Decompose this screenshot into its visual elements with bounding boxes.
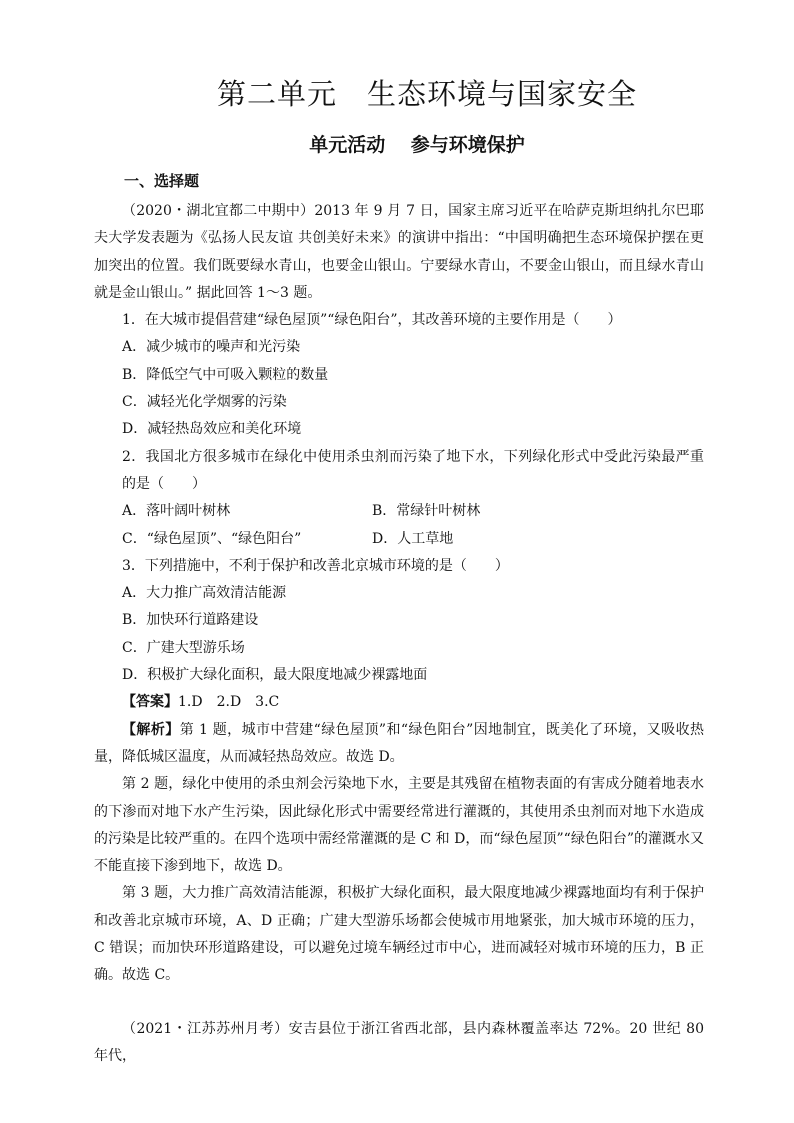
question-3-option-a: A．大力推广高效清洁能源 <box>122 585 287 602</box>
question-2-option-d: D．人工草地 <box>372 530 454 547</box>
section-heading: 一、选择题 <box>124 172 200 190</box>
question-2-option-a: A．落叶阔叶树林 <box>122 503 231 520</box>
question-1-option-a: A．减少城市的噪声和光污染 <box>122 339 301 356</box>
question-1-option-c: C．减轻光化学烟雾的污染 <box>122 394 287 411</box>
next-question-intro: （2021・江苏苏州月考）安吉县位于浙江省西北部，县内森林覆盖率达 72%。20 世纪 80 年代， <box>94 1021 704 1064</box>
question-intro: （2020・湖北宜都二中期中）2013 年 9 月 7 日，国家主席习近平在哈萨克斯坦纳扎尔巴耶夫大学发表题为《弘扬人民友谊 共创美好未来》的演讲中指出：“中国明确把生态环境保护摆在更加突出的位置。我们既要绿水青山，也要金山银山。宁要绿水青山，不要金山银山，而且绿水青山就是金山银山。” 据此回答 1～3 题。 <box>94 203 704 301</box>
question-3-option-b: B．加快环行道路建设 <box>122 612 259 629</box>
document-body <box>94 198 704 990</box>
analysis-label: 【解析】 <box>122 721 180 738</box>
answer-text: 1.D 2.D 3.C <box>178 694 280 711</box>
question-1-stem: 1．在大城市提倡营建“绿色屋顶”“绿色阳台”，其改善环境的主要作用是（ ） <box>122 312 622 329</box>
question-1-option-b: B．降低空气中可吸入颗粒的数量 <box>122 366 329 383</box>
analysis-text-1: 第 1 题，城市中营建“绿色屋顶”和“绿色阳台”因地制宜，既美化了环境，又吸收热量，降低城区温度，从而减轻热岛效应。故选 D。 <box>94 721 705 765</box>
question-3-option-c: C．广建大型游乐场 <box>122 639 245 656</box>
question-3-option-d: D．积极扩大绿化面积，最大限度地减少裸露地面 <box>122 667 428 684</box>
question-2-option-c: C．“绿色屋顶”、“绿色阳台” <box>122 530 302 547</box>
question-2-options-row-1 <box>94 498 704 525</box>
analysis-paragraph-1 <box>94 717 704 772</box>
question-1-option-d: D．减轻热岛效应和美化环境 <box>122 421 302 438</box>
answer-line <box>94 689 704 716</box>
analysis-paragraph-2: 第 2 题，绿化中使用的杀虫剂会污染地下水，主要是其残留在植物表面的有害成分随着地表水的下渗而对地下水产生污染，因此绿化形式中需要经常进行灌溉的，其使用杀虫剂而对地下水造成的污染是比较严重的。在四个选项中需经常灌溉的是 C 和 D，而“绿色屋顶”“绿色阳台”的灌溉水又不能直接下渗到地下，故选 D。 <box>94 776 704 875</box>
question-3-stem: 3．下列措施中，不利于保护和改善北京城市环境的是（ ） <box>122 557 509 574</box>
question-2-stem: 2．我国北方很多城市在绿化中使用杀虫剂而污染了地下水，下列绿化形式中受此污染最严重的是（ ） <box>122 448 704 492</box>
page-title: 第二单元 生态环境与国家安全 <box>216 77 637 111</box>
analysis-paragraph-3: 第 3 题，大力推广高效清洁能源，积极扩大绿化面积，最大限度地减少裸露地面均有利于保护和改善北京城市环境，A、D 正确；广建大型游乐场都会使城市用地紧张，加大城市环境的压力，C 错误；而加快环形道路建设，可以避免过境车辆经过市中心，进而减轻对城市环境的压力，B 正确。故选 C。 <box>94 885 704 984</box>
page-subtitle: 单元活动 参与环境保护 <box>309 134 525 156</box>
answer-label: 【答案】 <box>122 694 178 711</box>
next-question-intro-block <box>94 1016 704 1070</box>
question-2-option-b: B．常绿针叶树林 <box>372 503 481 520</box>
question-2-options-row-2 <box>94 526 704 553</box>
